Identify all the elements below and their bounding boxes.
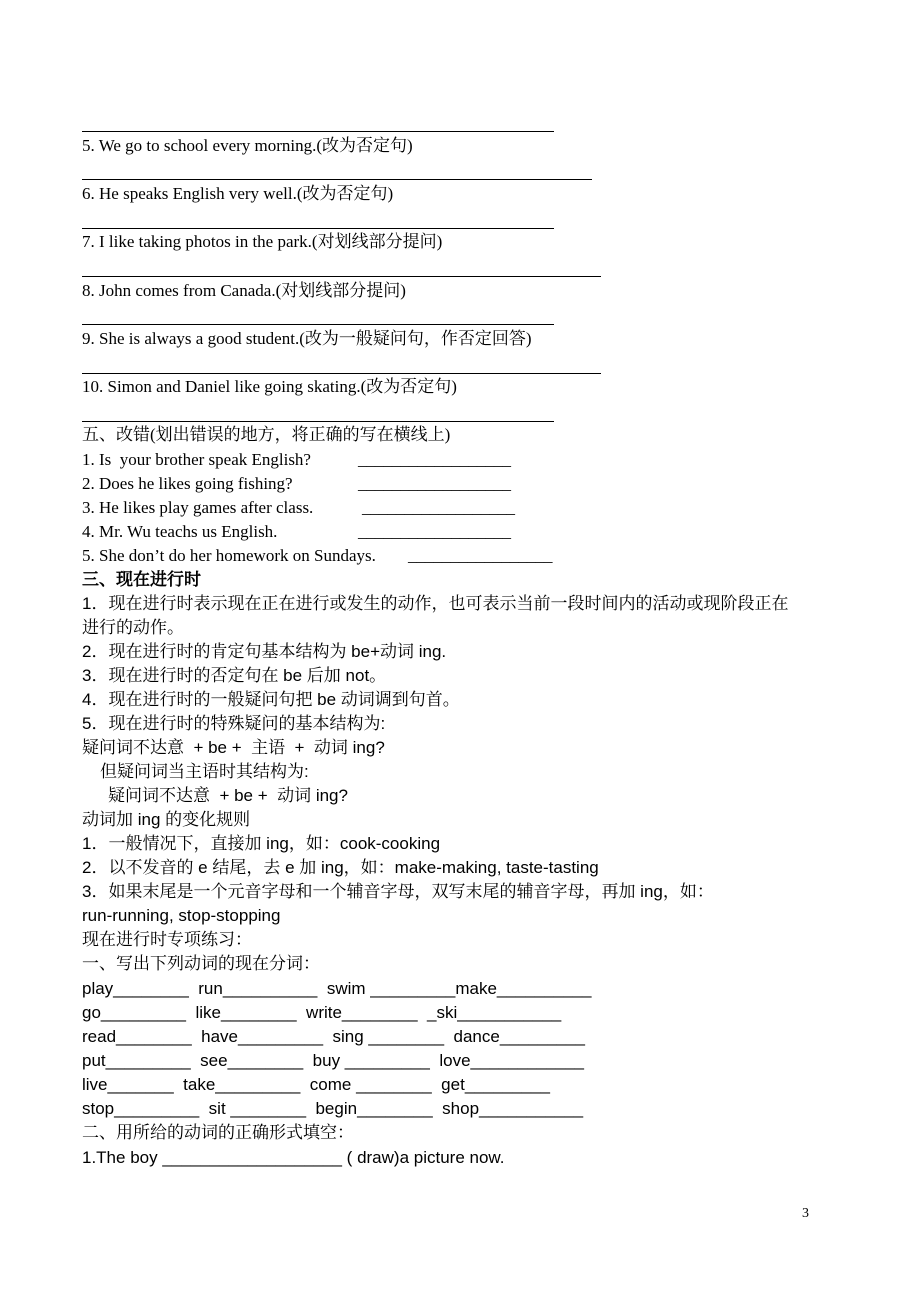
error-blank: _________________	[408, 546, 553, 565]
structure-line: 疑问词不达意 + be + 动词 ing?	[108, 786, 348, 805]
fill-question: 1.The boy ___________________ ( draw)a picture now.	[82, 1148, 505, 1167]
rules-title: 动词加 ing 的变化规则	[82, 810, 251, 829]
rule: 1．一般情况下，直接加 ing，如：cook-cooking	[82, 834, 441, 853]
paragraph: 1．现在进行时表示现在正在进行或发生的动作，也可表示当前一段时间内的活动或现阶段正在	[82, 594, 789, 613]
error-item: 5. She don’t do her homework on Sundays.	[82, 546, 376, 565]
answer-line	[82, 421, 554, 422]
error-blank: __________________	[362, 498, 515, 517]
structure-line: 疑问词不达意 + be + 主语 + 动词 ing?	[82, 738, 385, 757]
question-10: 10. Simon and Daniel like going skating.(改为否定句)	[82, 377, 457, 396]
practice-title: 现在进行时专项练习：	[82, 930, 252, 949]
paragraph: 4．现在进行时的一般疑问句把 be 动词调到句首。	[82, 690, 460, 709]
question-8: 8. John comes from Canada.(对划线部分提问)	[82, 281, 406, 300]
verb-row: read________ have_________ sing ________ dance_________	[82, 1027, 585, 1046]
verb-row: stop_________ sit ________ begin________ shop___________	[82, 1099, 584, 1118]
error-blank: __________________	[358, 522, 511, 541]
error-item: 3. He likes play games after class.	[82, 498, 314, 517]
error-item: 4. Mr. Wu teachs us English.	[82, 522, 278, 541]
question-5: 5. We go to school every morning.(改为否定句)	[82, 136, 413, 155]
paragraph: 5．现在进行时的特殊疑问的基本结构为:	[82, 714, 386, 733]
question-6: 6. He speaks English very well.(改为否定句)	[82, 184, 394, 203]
answer-line	[82, 131, 554, 132]
verb-row: live_______ take_________ come ________ get_________	[82, 1075, 550, 1094]
error-section-heading: 五、改错(划出错误的地方，将正确的写在横线上)	[82, 425, 451, 444]
question-7: 7. I like taking photos in the park.(对划线部分提问)	[82, 232, 443, 251]
verb-row: put_________ see________ buy _________ love____________	[82, 1051, 584, 1070]
practice-part1-heading: 一、写出下列动词的现在分词：	[82, 954, 320, 973]
error-blank: __________________	[358, 450, 511, 469]
answer-line	[82, 373, 601, 374]
rule: 2．以不发音的 e 结尾，去 e 加 ing，如：make-making, taste-tasting	[82, 858, 599, 877]
answer-line	[82, 324, 554, 325]
answer-line	[82, 276, 601, 277]
page-number: 3	[802, 1206, 809, 1221]
structure-note: 但疑问词当主语时其结构为:	[100, 762, 309, 781]
answer-line	[82, 228, 554, 229]
answer-line	[82, 179, 592, 180]
rule: 3．如果末尾是一个元音字母和一个辅音字母，双写末尾的辅音字母，再加 ing，如：	[82, 882, 714, 901]
question-9: 9. She is always a good student.(改为一般疑问句，作否定回答)	[82, 329, 532, 348]
verb-row: go_________ like________ write________ _ski___________	[82, 1003, 562, 1022]
error-blank: __________________	[358, 474, 511, 493]
practice-part2-heading: 二、用所给的动词的正确形式填空：	[82, 1123, 354, 1142]
paragraph: 3．现在进行时的否定句在 be 后加 not。	[82, 666, 387, 685]
rule: run-running, stop-stopping	[82, 906, 281, 925]
error-item: 1. Is your brother speak English?	[82, 450, 311, 469]
paragraph: 2．现在进行时的肯定句基本结构为 be+动词 ing.	[82, 642, 447, 661]
error-item: 2. Does he likes going fishing?	[82, 474, 293, 493]
verb-row: play________ run__________ swim _________make__________	[82, 979, 592, 998]
section-heading: 三、现在进行时	[82, 570, 201, 589]
paragraph: 进行的动作。	[82, 618, 184, 637]
